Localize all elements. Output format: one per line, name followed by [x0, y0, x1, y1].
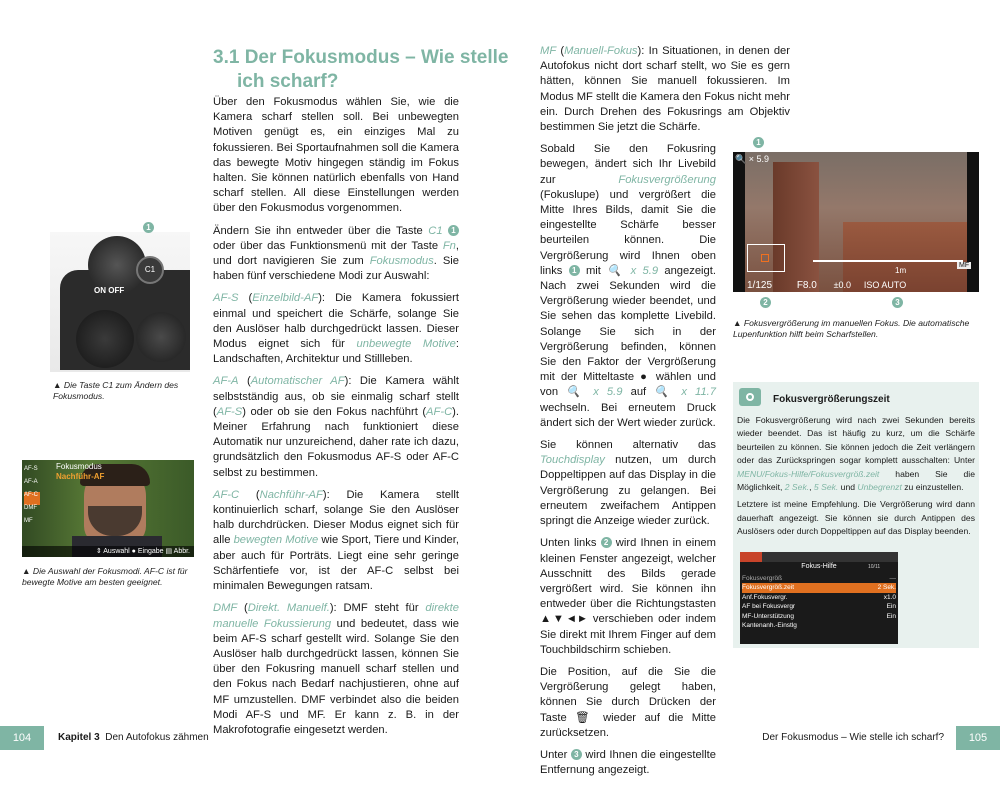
exposure-value: ±0.0 — [833, 280, 852, 290]
menu-row-selected: Fokusvergröß.zeit 2 Sek. — [742, 584, 896, 592]
focus-menu-item: Nachführ-AF — [56, 472, 105, 481]
caption-3: ▲ Fokusvergrößerung im manuellen Fokus. Die automatische Lupenfunktion hilft beim Scharfstellen. — [733, 318, 970, 339]
focus-mode-menu-photo — [22, 460, 194, 557]
paragraph: Ändern Sie ihn entweder über die Taste C1 1 oder über das Funktionsmenü mit der Taste Fn, und dort navigieren Sie zum Fokusmodus. Sie haben fünf verschiedene Modi zur Auswahl: — [213, 224, 459, 283]
magnified-liveview-screen — [733, 152, 979, 292]
iso-value: ISO AUTO — [863, 280, 907, 290]
left-text-column — [213, 95, 459, 745]
focus-option: DMF — [24, 505, 37, 511]
paragraph: Unter 3 wird Ihnen die eingestellte Entfernung angezeigt. — [540, 748, 716, 777]
paragraph: MF (Manuell-Fokus): In Situationen, in denen der Autofokus nicht dort scharf stellt, wo Sie es gern hätten, können Sie manuell fokussieren. Im Modus MF stellt die Kamera den Fokus nicht mehr ein. Durch Drehen des Fokusrings am Objektiv bestimmen Sie jetzt die Schärfe. — [540, 45, 790, 134]
paragraph: DMF (Direkt. Manuelf.): DMF steht für direkte manuelle Fokussierung und bedeutet, dass wie beim AF-S scharf gestellt wird. Solange Sie den Auslöser halb durchgedrückt lassen, können Sie über den Fokusring manuell scharf stellen und den Fokus nach Bedarf nachjustieren, ohne auf MF umzustellen. DMF verbindet also die beiden Modi AF-S und MF. Er kann z. B. in der Makrofotografie eingesetzt werden. — [213, 602, 459, 736]
exposure-bar — [747, 278, 967, 292]
focus-option: MF — [24, 518, 33, 524]
focus-option: AF-A — [24, 479, 38, 485]
callout-1: 1 — [143, 222, 154, 233]
shutter-value: 1/125 — [747, 280, 773, 291]
menu-row: Fokusvergröß — — [742, 575, 896, 582]
running-title: Der Fokusmodus – Wie stelle ich scharf? — [762, 732, 944, 743]
camera-icon — [739, 388, 761, 406]
page-number-left: 104 — [0, 726, 44, 750]
menu-page: 10/11 — [868, 564, 881, 570]
callout-3: 3 — [892, 297, 903, 308]
power-switch-label: ON OFF — [94, 286, 125, 295]
distance-readout: 1m — [895, 266, 907, 275]
paragraph: Sobald Sie den Fokusring bewegen, ändert sich Ihr Livebild zur Fokusvergrößerung (Fokuslupe) und vergrößert die Mitte Ihres Bilds, damit Sie die eingestellte Schärfe besser beurteilen können. Die Vergrößerung wird Ihnen oben links 1 mit 🔍 x 5.9 angezeigt. Nach zwei Sekunden wird die Vergrößerung wieder beendet, und Sie sehen das komplette Livebild. Solange Sie sich in der Vergrößerung befinden, können Sie den Faktor der Vergrößerung mit der Mitteltaste ● wählen und von 🔍 x 5.9 auf 🔍 x 11.7 wechseln. Bei erneutem Druck ändert sich der Wert wieder zurück. — [540, 143, 716, 429]
paragraph: AF-C (Nachführ-AF): Die Kamera stellt kontinuierlich scharf, solange Sie den Auslöser halb durchdrücken. Dieser Modus eignet sich für alle bewegten Motive wie Sport, Tiere und Kinder, aber auch für Porträts. Liegt eine sehr geringe Schärfentiefe vor, ist der AF-C selbst bei minimalen Bewegungen ratsam. — [213, 488, 459, 593]
menu-row: AF bei Fokusvergr Ein — [742, 603, 896, 611]
callout-2: 2 — [760, 297, 771, 308]
menu-rows — [742, 574, 896, 630]
camera-menu-screenshot — [740, 552, 898, 644]
caption-2: ▲ Die Auswahl der Fokusmodi. AF-C ist für bewegte Motive am besten geeignet. — [22, 566, 188, 587]
camera-top-photo — [50, 232, 190, 372]
paragraph: AF-A (Automatischer AF): Die Kamera wählt selbstständig aus, ob sie einmalig scharf stellt (AF-S) oder ob sie den Fokus nachführt (AF-C). Meiner Erfahrung nach funktioniert diese Automatik nur unzureichend, daher rate ich dazu, grundsätzlich den Fokusmodus AF-S oder AF-C selbst zu bestimmen. — [213, 375, 459, 479]
page-number-right: 105 — [956, 726, 1000, 750]
callout-1: 1 — [753, 137, 764, 148]
c1-button: C1 — [136, 256, 164, 284]
zoom-indicator: 🔍 × 5.9 — [735, 154, 769, 164]
paragraph: Sie können alternativ das Touchdisplay nutzen, um durch Doppeltippen auf das Display in die Vergrößerung zu gelangen. Bei erneutem zweifachem Antippen springt die Anzeige wieder zurück. — [540, 439, 716, 528]
paragraph: AF-S (Einzelbild-AF): Die Kamera fokussiert einmal und speichert die Schärfe, solange Sie den Auslöser halb durchgedrückt lassen. Dieser Modus eignet sich für unbewegte Motive: Landschaften, Architektur und Stillleben. — [213, 292, 459, 366]
menu-bottom-bar: ⇕ Auswahl ● Eingabe ▤ Abbr. — [22, 546, 194, 557]
paragraph: Unten links 2 wird Ihnen in einem kleinen Fenster angezeigt, welcher Ausschnitt des Bilds gerade vergrößert wird. Sie können ihn entweder über die Richtungstasten ▲▼◄► verschieben oder indem Sie direkt mit Ihrem Finger auf dem Touchbildschirm schieben. — [540, 537, 716, 656]
paragraph: Über den Fokusmodus wählen Sie, wie die Kamera scharf stellen soll. Bei unbewegten Motiven genügt es, ein einziges Mal zu fokussieren. Bei Sportaufnahmen soll die Kamera das bewegte Motiv hingegen ständig im Fokus halten. Sie können natürlich ebenfalls von Hand scharf stellen. All diese Einstellungen werden über den Fokusmodus vorgenommen. — [213, 96, 459, 215]
menu-row: MF-Unterstützung Ein — [742, 612, 896, 620]
menu-header: Fokus-Hilfe — [801, 563, 837, 570]
aperture-value: F8.0 — [796, 280, 817, 291]
focus-option: AF-S — [24, 466, 38, 472]
focus-option-selected: AF-C — [24, 492, 40, 505]
mf-badge: MF — [959, 262, 970, 269]
paragraph: Die Position, auf die Sie die Vergrößerung gelegt haben, können Sie durch Drücken der Taste 🗑 wieder auf die Mitte zurücksetzen. — [540, 665, 716, 739]
menu-row: Anf.Fokusvergr. x1.0 — [742, 593, 896, 601]
menu-row: Kantenanh.-Einstlg — [742, 622, 797, 630]
infobox-text: Die Fokusvergrößerung wird nach zwei Sekunden bereits wieder beendet. Das ist häufig zu kurz, um die Schärfe beurteilen zu können. Sie können jedoch die Zeit verlängern oder das Zurückspringen sogar komplett ausschalten: Unter MENU/Fokus-Hilfe/Fokusvergröß.zeit haben Sie die Möglichkeit, 2 Sek., 5 Sek. und Unbegrenzt zu einzustellen. Letztere ist meine Empfehlung. Die Vergrößerung wird dann dauerhaft angezeigt. Sie können sie durch Antippen des Auslösers oder durch Doppeltippen auf das Display beenden. — [737, 415, 975, 537]
chapter-label: Kapitel 3 Den Autofokus zähmen — [58, 732, 209, 743]
infobox-title: Fokusvergrößerungszeit — [773, 394, 890, 405]
section-title: 3.1 Der Fokusmodus – Wie stelle ich scharf? — [213, 47, 509, 92]
caption-1: ▲ Die Taste C1 zum Ändern des Fokusmodus. — [53, 380, 179, 401]
focus-menu-title: Fokusmodus — [56, 462, 102, 471]
